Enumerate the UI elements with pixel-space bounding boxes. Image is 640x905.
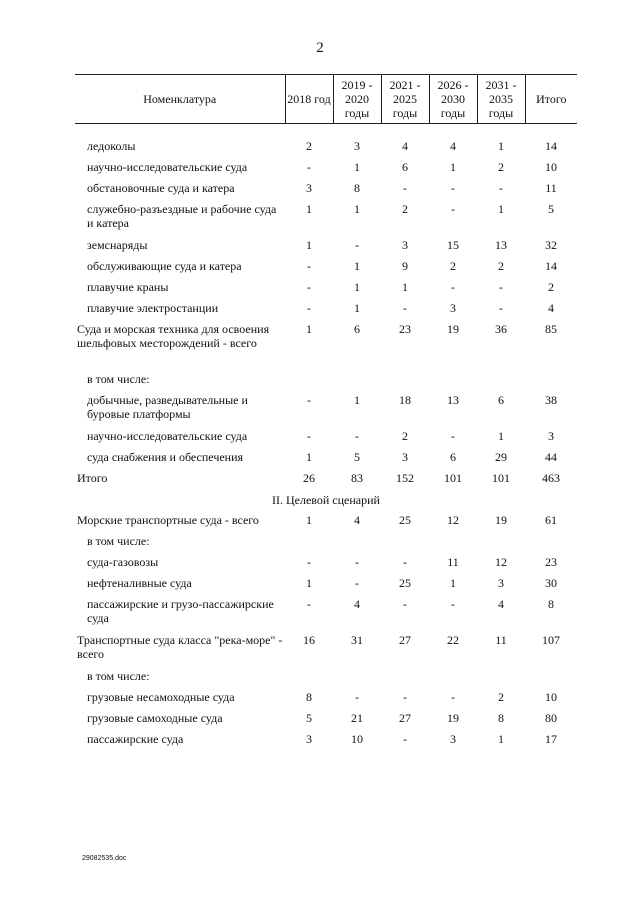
table-spacer-row	[75, 124, 577, 137]
row-value: 4	[498, 597, 504, 611]
row-name: обслуживающие суда и катера	[87, 259, 242, 273]
row-value: -	[499, 301, 503, 315]
table-row	[75, 426, 577, 447]
row-value: 18	[399, 393, 411, 407]
row-value: 23	[399, 322, 411, 336]
row-value: -	[451, 280, 455, 294]
row-value: 3	[498, 576, 504, 590]
page-number: 2	[316, 40, 324, 56]
row-value: 10	[545, 160, 557, 174]
row-value: -	[451, 429, 455, 443]
row-value	[525, 369, 577, 390]
row-value: 1	[306, 322, 312, 336]
row-value: 5	[354, 450, 360, 464]
row-value: 10	[351, 732, 363, 746]
row-value: 5	[548, 202, 554, 216]
row-value: 101	[492, 471, 510, 485]
row-value	[381, 369, 429, 390]
table-row	[75, 199, 577, 235]
row-value: 1	[306, 513, 312, 527]
row-name: плавучие краны	[87, 280, 169, 294]
table-body	[75, 124, 577, 751]
row-value: 31	[351, 633, 363, 647]
row-value: -	[307, 393, 311, 407]
row-name: грузовые несамоходные суда	[87, 690, 235, 704]
table-row	[75, 552, 577, 573]
row-value: 1	[498, 732, 504, 746]
row-value: -	[355, 238, 359, 252]
row-value: 8	[498, 711, 504, 725]
table-row	[75, 136, 577, 157]
row-value: 11	[545, 181, 557, 195]
row-name: Суда и морская техника для освоения шельфовых месторождений - всего	[77, 322, 270, 350]
row-value: 2	[402, 429, 408, 443]
row-value: 4	[548, 301, 554, 315]
row-value: 2	[498, 160, 504, 174]
row-name: добычные, разведывательные и буровые платформы	[87, 393, 248, 421]
row-name: ледоколы	[87, 139, 136, 153]
section-title: II. Целевой сценарий	[272, 493, 380, 507]
row-value: -	[403, 301, 407, 315]
row-value: -	[451, 181, 455, 195]
row-value: 1	[306, 450, 312, 464]
row-value	[429, 369, 477, 390]
row-value: 3	[450, 301, 456, 315]
row-name: пассажирские и грузо-пассажирские суда	[87, 597, 274, 625]
row-value: 27	[399, 711, 411, 725]
row-value: 1	[354, 280, 360, 294]
row-value: -	[355, 576, 359, 590]
row-value: -	[355, 555, 359, 569]
row-value: 2	[548, 280, 554, 294]
row-value: -	[451, 597, 455, 611]
table-row	[75, 708, 577, 729]
row-value: 463	[542, 471, 560, 485]
nomenclature-table	[75, 74, 577, 750]
row-value: 1	[354, 393, 360, 407]
row-name: научно-исследовательские суда	[87, 160, 248, 174]
table-row	[75, 319, 577, 369]
row-value: 9	[402, 259, 408, 273]
row-value	[477, 666, 525, 687]
table-row	[75, 235, 577, 256]
row-value: 13	[495, 238, 507, 252]
row-value: -	[403, 732, 407, 746]
row-value: -	[403, 690, 407, 704]
row-value: 3	[306, 181, 312, 195]
row-value: -	[403, 597, 407, 611]
row-value	[381, 666, 429, 687]
row-name: грузовые самоходные суда	[87, 711, 223, 725]
row-value: 6	[354, 322, 360, 336]
table-header-row	[75, 75, 577, 124]
row-value: -	[355, 429, 359, 443]
row-value: -	[451, 690, 455, 704]
table-row	[75, 729, 577, 750]
row-value: 3	[548, 429, 554, 443]
row-name: земснаряды	[87, 238, 148, 252]
row-value: 2	[450, 259, 456, 273]
row-value: 1	[498, 202, 504, 216]
row-value: 3	[354, 139, 360, 153]
row-value: -	[307, 429, 311, 443]
row-value: -	[307, 597, 311, 611]
row-value: 8	[354, 181, 360, 195]
row-value	[333, 369, 381, 390]
row-value: 152	[396, 471, 414, 485]
row-value: 5	[306, 711, 312, 725]
row-value: 6	[450, 450, 456, 464]
row-value: -	[499, 181, 503, 195]
table-row	[75, 573, 577, 594]
row-value: 80	[545, 711, 557, 725]
row-value: -	[403, 555, 407, 569]
row-value: 6	[402, 160, 408, 174]
row-value: 85	[545, 322, 557, 336]
header-2031-2035: 2031 - 2035 годы	[477, 75, 525, 124]
table-row	[75, 447, 577, 468]
row-value: 1	[354, 160, 360, 174]
table-row	[75, 510, 577, 531]
row-value: 1	[450, 160, 456, 174]
row-value: 2	[402, 202, 408, 216]
row-value: 2	[306, 139, 312, 153]
row-value: 4	[354, 597, 360, 611]
row-value	[525, 531, 577, 552]
row-value: 27	[399, 633, 411, 647]
header-2019-2020: 2019 - 2020 годы	[333, 75, 381, 124]
row-value: 6	[498, 393, 504, 407]
table-row	[75, 256, 577, 277]
table-row	[75, 277, 577, 298]
row-value	[429, 531, 477, 552]
row-name: суда-газовозы	[87, 555, 159, 569]
row-value: 61	[545, 513, 557, 527]
table-row	[75, 687, 577, 708]
row-value: -	[451, 202, 455, 216]
header-2021-2025: 2021 - 2025 годы	[381, 75, 429, 124]
row-value	[285, 531, 333, 552]
row-value	[525, 666, 577, 687]
row-value: 44	[545, 450, 557, 464]
footer-filename: 29082535.doc	[82, 855, 127, 862]
row-value: 25	[399, 513, 411, 527]
row-value	[285, 369, 333, 390]
row-value: -	[307, 301, 311, 315]
row-value: 10	[545, 690, 557, 704]
row-value: -	[499, 280, 503, 294]
table-row	[75, 594, 577, 630]
row-value: 8	[306, 690, 312, 704]
row-name: в том числе:	[87, 669, 150, 683]
row-value	[477, 369, 525, 390]
row-value: 36	[495, 322, 507, 336]
table-row	[75, 531, 577, 552]
row-value: 12	[495, 555, 507, 569]
row-value: 23	[545, 555, 557, 569]
row-name: нефтеналивные суда	[87, 576, 192, 590]
row-value	[477, 531, 525, 552]
row-value: 3	[450, 732, 456, 746]
row-value: 26	[303, 471, 315, 485]
row-value	[333, 531, 381, 552]
row-value: 4	[402, 139, 408, 153]
row-value: 3	[402, 450, 408, 464]
row-value: 1	[306, 576, 312, 590]
table-row	[75, 157, 577, 178]
row-value: 1	[354, 301, 360, 315]
header-2018: 2018 год	[285, 75, 333, 124]
row-value: -	[403, 181, 407, 195]
row-name: в том числе:	[87, 534, 150, 548]
row-value: 11	[495, 633, 507, 647]
header-total: Итого	[525, 75, 577, 124]
row-value: 3	[402, 238, 408, 252]
row-value: 21	[351, 711, 363, 725]
row-value: 1	[450, 576, 456, 590]
row-name: в том числе:	[87, 372, 150, 386]
row-value: 17	[545, 732, 557, 746]
table-row	[75, 390, 577, 426]
row-value: 11	[447, 555, 459, 569]
row-value: 1	[306, 202, 312, 216]
row-value: 13	[447, 393, 459, 407]
row-value: 19	[447, 711, 459, 725]
row-value: 3	[306, 732, 312, 746]
nomenclature-table-container	[75, 74, 577, 750]
header-nomenclature: Номенклатура	[75, 75, 285, 124]
row-value: 19	[447, 322, 459, 336]
row-value: 22	[447, 633, 459, 647]
row-name: Морские транспортные суда - всего	[77, 513, 259, 527]
row-value	[285, 666, 333, 687]
row-value: -	[307, 280, 311, 294]
row-value	[333, 666, 381, 687]
row-value: 4	[354, 513, 360, 527]
row-name: Итого	[77, 471, 108, 485]
row-name: суда снабжения и обеспечения	[87, 450, 244, 464]
row-name: служебно-разъездные и рабочие суда и катера	[87, 202, 277, 230]
row-value: 1	[498, 139, 504, 153]
row-value: 2	[498, 259, 504, 273]
table-row	[75, 298, 577, 319]
row-value: -	[307, 555, 311, 569]
row-value: 12	[447, 513, 459, 527]
row-value: 107	[542, 633, 560, 647]
row-value: 1	[498, 429, 504, 443]
row-value	[429, 666, 477, 687]
row-value: 101	[444, 471, 462, 485]
table-row	[75, 468, 577, 489]
row-value: 83	[351, 471, 363, 485]
row-name: плавучие электростанции	[87, 301, 219, 315]
row-value: 38	[545, 393, 557, 407]
row-value: 1	[306, 238, 312, 252]
row-value: 1	[354, 259, 360, 273]
row-name: пассажирские суда	[87, 732, 184, 746]
table-row	[75, 178, 577, 199]
row-value: 1	[354, 202, 360, 216]
row-value: 19	[495, 513, 507, 527]
header-2026-2030: 2026 - 2030 годы	[429, 75, 477, 124]
table-row	[75, 369, 577, 390]
row-value: 14	[545, 259, 557, 273]
row-value: 16	[303, 633, 315, 647]
row-value: 1	[402, 280, 408, 294]
row-value: 30	[545, 576, 557, 590]
row-value: 29	[495, 450, 507, 464]
row-value: -	[307, 259, 311, 273]
row-name: Транспортные суда класса "река-море" - всего	[77, 633, 283, 661]
row-name: обстановочные суда и катера	[87, 181, 235, 195]
section-row	[75, 489, 577, 510]
row-value: 32	[545, 238, 557, 252]
row-value	[381, 531, 429, 552]
row-value: 8	[548, 597, 554, 611]
table-row	[75, 630, 577, 666]
row-value: -	[307, 160, 311, 174]
table-row	[75, 666, 577, 687]
row-value: 15	[447, 238, 459, 252]
row-value: 2	[498, 690, 504, 704]
row-value: 14	[545, 139, 557, 153]
row-name: научно-исследовательские суда	[87, 429, 248, 443]
row-value: -	[355, 690, 359, 704]
row-value: 4	[450, 139, 456, 153]
row-value: 25	[399, 576, 411, 590]
